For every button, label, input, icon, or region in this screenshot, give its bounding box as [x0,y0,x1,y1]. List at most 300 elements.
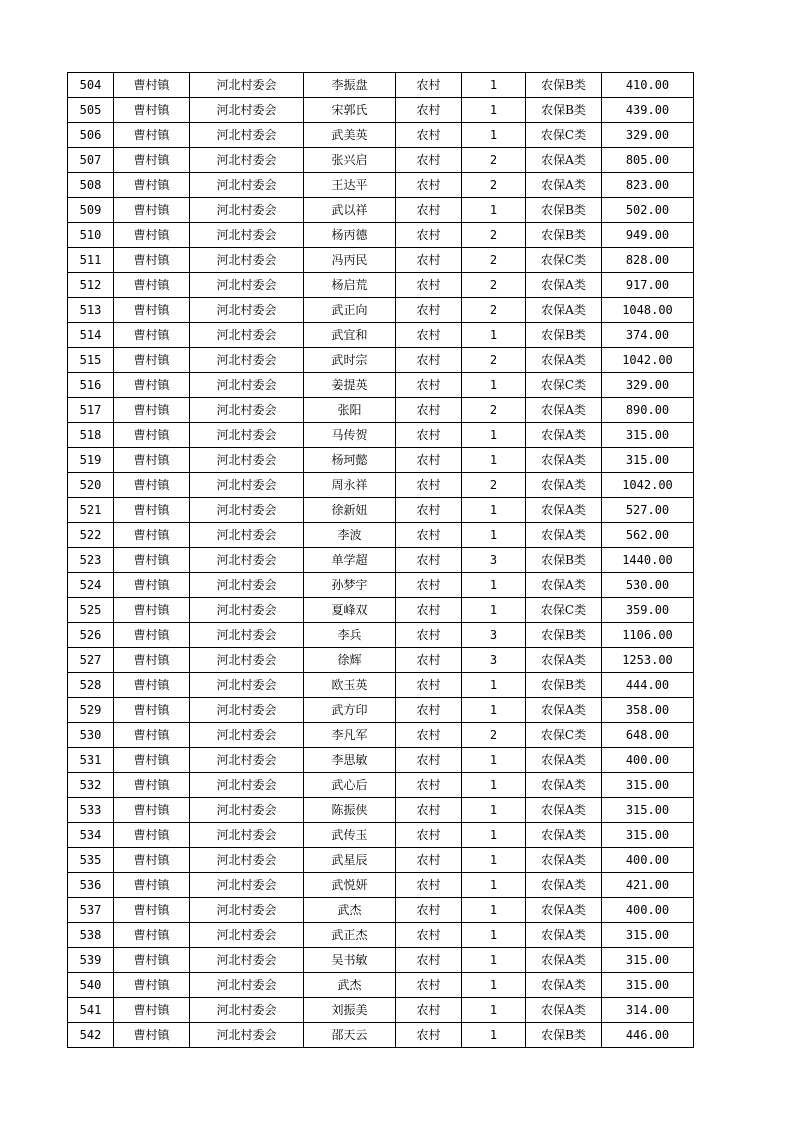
village-committee-cell: 河北村委会 [190,873,304,898]
household-count-cell: 2 [462,298,526,323]
amount-cell: 1253.00 [602,648,694,673]
row-number-cell: 521 [68,498,114,523]
table-row [68,848,694,873]
row-number-cell: 505 [68,98,114,123]
area-type-cell: 农村 [396,448,462,473]
amount-cell: 1048.00 [602,298,694,323]
table-row [68,248,694,273]
area-type-cell: 农村 [396,298,462,323]
town-cell: 曹村镇 [114,198,190,223]
row-number-cell: 529 [68,698,114,723]
town-cell: 曹村镇 [114,698,190,723]
name-cell: 李波 [304,523,396,548]
row-number-cell: 530 [68,723,114,748]
village-committee-cell: 河北村委会 [190,748,304,773]
town-cell: 曹村镇 [114,1023,190,1048]
village-committee-cell: 河北村委会 [190,573,304,598]
insurance-category-cell: 农保A类 [526,423,602,448]
area-type-cell: 农村 [396,498,462,523]
insurance-category-cell: 农保A类 [526,698,602,723]
area-type-cell: 农村 [396,723,462,748]
amount-cell: 329.00 [602,123,694,148]
name-cell: 李兵 [304,623,396,648]
amount-cell: 444.00 [602,673,694,698]
name-cell: 武方印 [304,698,396,723]
area-type-cell: 农村 [396,373,462,398]
village-committee-cell: 河北村委会 [190,623,304,648]
village-committee-cell: 河北村委会 [190,373,304,398]
household-count-cell: 2 [462,148,526,173]
household-count-cell: 1 [462,948,526,973]
town-cell: 曹村镇 [114,598,190,623]
village-committee-cell: 河北村委会 [190,598,304,623]
amount-cell: 315.00 [602,973,694,998]
area-type-cell: 农村 [396,598,462,623]
insurance-category-cell: 农保A类 [526,348,602,373]
village-committee-cell: 河北村委会 [190,73,304,98]
town-cell: 曹村镇 [114,398,190,423]
row-number-cell: 541 [68,998,114,1023]
name-cell: 武美英 [304,123,396,148]
table-row [68,623,694,648]
name-cell: 李思敏 [304,748,396,773]
table-row [68,998,694,1023]
village-committee-cell: 河北村委会 [190,323,304,348]
town-cell: 曹村镇 [114,623,190,648]
table-row [68,898,694,923]
amount-cell: 315.00 [602,773,694,798]
village-committee-cell: 河北村委会 [190,348,304,373]
household-count-cell: 1 [462,873,526,898]
row-number-cell: 519 [68,448,114,473]
area-type-cell: 农村 [396,673,462,698]
insurance-category-cell: 农保A类 [526,473,602,498]
row-number-cell: 526 [68,623,114,648]
area-type-cell: 农村 [396,848,462,873]
village-committee-cell: 河北村委会 [190,523,304,548]
insurance-category-cell: 农保C类 [526,598,602,623]
insurance-category-cell: 农保B类 [526,623,602,648]
row-number-cell: 520 [68,473,114,498]
area-type-cell: 农村 [396,998,462,1023]
table-row [68,523,694,548]
table-row [68,723,694,748]
table-row [68,698,694,723]
name-cell: 武以祥 [304,198,396,223]
area-type-cell: 农村 [396,823,462,848]
village-committee-cell: 河北村委会 [190,673,304,698]
village-committee-cell: 河北村委会 [190,398,304,423]
household-count-cell: 1 [462,848,526,873]
amount-cell: 828.00 [602,248,694,273]
amount-cell: 358.00 [602,698,694,723]
town-cell: 曹村镇 [114,173,190,198]
amount-cell: 315.00 [602,423,694,448]
household-count-cell: 2 [462,398,526,423]
town-cell: 曹村镇 [114,548,190,573]
insurance-category-cell: 农保A类 [526,148,602,173]
area-type-cell: 农村 [396,1023,462,1048]
insurance-category-cell: 农保A类 [526,898,602,923]
amount-cell: 1106.00 [602,623,694,648]
village-committee-cell: 河北村委会 [190,798,304,823]
insurance-category-cell: 农保A类 [526,648,602,673]
household-count-cell: 3 [462,648,526,673]
table-row [68,823,694,848]
table-row [68,973,694,998]
household-count-cell: 1 [462,1023,526,1048]
table-row [68,98,694,123]
insurance-category-cell: 农保A类 [526,823,602,848]
name-cell: 吴书敏 [304,948,396,973]
benefit-table [67,72,694,1048]
area-type-cell: 农村 [396,523,462,548]
household-count-cell: 1 [462,673,526,698]
insurance-category-cell: 农保B类 [526,98,602,123]
amount-cell: 315.00 [602,798,694,823]
table-row [68,548,694,573]
name-cell: 武星辰 [304,848,396,873]
name-cell: 夏峰双 [304,598,396,623]
village-committee-cell: 河北村委会 [190,248,304,273]
amount-cell: 530.00 [602,573,694,598]
row-number-cell: 525 [68,598,114,623]
area-type-cell: 农村 [396,173,462,198]
insurance-category-cell: 农保A类 [526,998,602,1023]
insurance-category-cell: 农保C类 [526,123,602,148]
table-row [68,323,694,348]
table-row [68,423,694,448]
row-number-cell: 540 [68,973,114,998]
town-cell: 曹村镇 [114,123,190,148]
row-number-cell: 515 [68,348,114,373]
amount-cell: 314.00 [602,998,694,1023]
row-number-cell: 509 [68,198,114,223]
amount-cell: 917.00 [602,273,694,298]
insurance-category-cell: 农保A类 [526,573,602,598]
household-count-cell: 2 [462,473,526,498]
area-type-cell: 农村 [396,973,462,998]
row-number-cell: 524 [68,573,114,598]
area-type-cell: 农村 [396,773,462,798]
village-committee-cell: 河北村委会 [190,198,304,223]
insurance-category-cell: 农保A类 [526,498,602,523]
name-cell: 武杰 [304,973,396,998]
name-cell: 武杰 [304,898,396,923]
area-type-cell: 农村 [396,623,462,648]
name-cell: 武心后 [304,773,396,798]
village-committee-cell: 河北村委会 [190,173,304,198]
name-cell: 武正杰 [304,923,396,948]
household-count-cell: 1 [462,898,526,923]
town-cell: 曹村镇 [114,673,190,698]
town-cell: 曹村镇 [114,898,190,923]
insurance-category-cell: 农保A类 [526,798,602,823]
insurance-category-cell: 农保B类 [526,73,602,98]
table-row [68,298,694,323]
insurance-category-cell: 农保A类 [526,523,602,548]
name-cell: 陈振侠 [304,798,396,823]
amount-cell: 400.00 [602,848,694,873]
household-count-cell: 2 [462,248,526,273]
area-type-cell: 农村 [396,923,462,948]
household-count-cell: 3 [462,548,526,573]
town-cell: 曹村镇 [114,798,190,823]
village-committee-cell: 河北村委会 [190,123,304,148]
insurance-category-cell: 农保B类 [526,198,602,223]
amount-cell: 823.00 [602,173,694,198]
village-committee-cell: 河北村委会 [190,923,304,948]
household-count-cell: 2 [462,223,526,248]
table-row [68,498,694,523]
amount-cell: 805.00 [602,148,694,173]
area-type-cell: 农村 [396,548,462,573]
household-count-cell: 1 [462,323,526,348]
household-count-cell: 1 [462,698,526,723]
table-row [68,223,694,248]
insurance-category-cell: 农保A类 [526,398,602,423]
insurance-category-cell: 农保A类 [526,298,602,323]
amount-cell: 439.00 [602,98,694,123]
row-number-cell: 518 [68,423,114,448]
town-cell: 曹村镇 [114,998,190,1023]
insurance-category-cell: 农保C类 [526,248,602,273]
household-count-cell: 1 [462,823,526,848]
area-type-cell: 农村 [396,98,462,123]
name-cell: 杨启荒 [304,273,396,298]
row-number-cell: 522 [68,523,114,548]
household-count-cell: 1 [462,973,526,998]
amount-cell: 1440.00 [602,548,694,573]
town-cell: 曹村镇 [114,273,190,298]
name-cell: 武传玉 [304,823,396,848]
table-row [68,173,694,198]
household-count-cell: 1 [462,998,526,1023]
row-number-cell: 504 [68,73,114,98]
name-cell: 徐新妞 [304,498,396,523]
area-type-cell: 农村 [396,648,462,673]
table-row [68,473,694,498]
town-cell: 曹村镇 [114,848,190,873]
area-type-cell: 农村 [396,348,462,373]
row-number-cell: 535 [68,848,114,873]
table-row [68,948,694,973]
row-number-cell: 506 [68,123,114,148]
table-row [68,448,694,473]
table-row [68,748,694,773]
table-row [68,398,694,423]
area-type-cell: 农村 [396,873,462,898]
row-number-cell: 511 [68,248,114,273]
household-count-cell: 1 [462,498,526,523]
name-cell: 张兴启 [304,148,396,173]
town-cell: 曹村镇 [114,348,190,373]
household-count-cell: 1 [462,198,526,223]
household-count-cell: 1 [462,773,526,798]
town-cell: 曹村镇 [114,148,190,173]
area-type-cell: 农村 [396,248,462,273]
name-cell: 刘振美 [304,998,396,1023]
name-cell: 杨丙德 [304,223,396,248]
village-committee-cell: 河北村委会 [190,973,304,998]
row-number-cell: 538 [68,923,114,948]
amount-cell: 648.00 [602,723,694,748]
town-cell: 曹村镇 [114,73,190,98]
amount-cell: 527.00 [602,498,694,523]
town-cell: 曹村镇 [114,98,190,123]
area-type-cell: 农村 [396,273,462,298]
table-row [68,873,694,898]
town-cell: 曹村镇 [114,723,190,748]
amount-cell: 1042.00 [602,348,694,373]
village-committee-cell: 河北村委会 [190,698,304,723]
name-cell: 张阳 [304,398,396,423]
village-committee-cell: 河北村委会 [190,423,304,448]
row-number-cell: 516 [68,373,114,398]
name-cell: 宋郭氏 [304,98,396,123]
row-number-cell: 537 [68,898,114,923]
table-row [68,273,694,298]
amount-cell: 410.00 [602,73,694,98]
name-cell: 李振盘 [304,73,396,98]
amount-cell: 315.00 [602,948,694,973]
town-cell: 曹村镇 [114,648,190,673]
household-count-cell: 1 [462,573,526,598]
village-committee-cell: 河北村委会 [190,898,304,923]
area-type-cell: 农村 [396,698,462,723]
area-type-cell: 农村 [396,573,462,598]
insurance-category-cell: 农保A类 [526,173,602,198]
area-type-cell: 农村 [396,323,462,348]
household-count-cell: 1 [462,748,526,773]
insurance-category-cell: 农保B类 [526,1023,602,1048]
town-cell: 曹村镇 [114,873,190,898]
insurance-category-cell: 农保A类 [526,748,602,773]
area-type-cell: 农村 [396,748,462,773]
row-number-cell: 510 [68,223,114,248]
village-committee-cell: 河北村委会 [190,273,304,298]
amount-cell: 1042.00 [602,473,694,498]
household-count-cell: 1 [462,98,526,123]
name-cell: 杨珂懿 [304,448,396,473]
insurance-category-cell: 农保A类 [526,848,602,873]
household-count-cell: 2 [462,348,526,373]
household-count-cell: 2 [462,723,526,748]
area-type-cell: 农村 [396,223,462,248]
town-cell: 曹村镇 [114,298,190,323]
town-cell: 曹村镇 [114,223,190,248]
row-number-cell: 513 [68,298,114,323]
table-row [68,1023,694,1048]
town-cell: 曹村镇 [114,923,190,948]
name-cell: 马传贺 [304,423,396,448]
town-cell: 曹村镇 [114,498,190,523]
name-cell: 单学超 [304,548,396,573]
name-cell: 姜提英 [304,373,396,398]
table-row [68,123,694,148]
village-committee-cell: 河北村委会 [190,998,304,1023]
amount-cell: 890.00 [602,398,694,423]
amount-cell: 315.00 [602,823,694,848]
amount-cell: 400.00 [602,898,694,923]
household-count-cell: 1 [462,73,526,98]
name-cell: 武正向 [304,298,396,323]
town-cell: 曹村镇 [114,748,190,773]
household-count-cell: 1 [462,448,526,473]
name-cell: 冯丙民 [304,248,396,273]
amount-cell: 374.00 [602,323,694,348]
area-type-cell: 农村 [396,948,462,973]
village-committee-cell: 河北村委会 [190,773,304,798]
row-number-cell: 536 [68,873,114,898]
row-number-cell: 523 [68,548,114,573]
table-row [68,573,694,598]
area-type-cell: 农村 [396,898,462,923]
table-row [68,923,694,948]
insurance-category-cell: 农保C类 [526,723,602,748]
insurance-category-cell: 农保B类 [526,223,602,248]
insurance-category-cell: 农保A类 [526,773,602,798]
insurance-category-cell: 农保A类 [526,873,602,898]
amount-cell: 400.00 [602,748,694,773]
row-number-cell: 542 [68,1023,114,1048]
row-number-cell: 527 [68,648,114,673]
village-committee-cell: 河北村委会 [190,548,304,573]
area-type-cell: 农村 [396,198,462,223]
amount-cell: 502.00 [602,198,694,223]
village-committee-cell: 河北村委会 [190,498,304,523]
household-count-cell: 1 [462,523,526,548]
table-row [68,373,694,398]
village-committee-cell: 河北村委会 [190,648,304,673]
town-cell: 曹村镇 [114,523,190,548]
village-committee-cell: 河北村委会 [190,948,304,973]
name-cell: 武时宗 [304,348,396,373]
village-committee-cell: 河北村委会 [190,223,304,248]
row-number-cell: 517 [68,398,114,423]
table-row [68,798,694,823]
row-number-cell: 533 [68,798,114,823]
row-number-cell: 507 [68,148,114,173]
table-row [68,148,694,173]
area-type-cell: 农村 [396,398,462,423]
area-type-cell: 农村 [396,798,462,823]
insurance-category-cell: 农保A类 [526,923,602,948]
household-count-cell: 2 [462,273,526,298]
village-committee-cell: 河北村委会 [190,1023,304,1048]
insurance-category-cell: 农保B类 [526,548,602,573]
row-number-cell: 531 [68,748,114,773]
household-count-cell: 1 [462,598,526,623]
amount-cell: 446.00 [602,1023,694,1048]
amount-cell: 949.00 [602,223,694,248]
amount-cell: 562.00 [602,523,694,548]
area-type-cell: 农村 [396,148,462,173]
amount-cell: 315.00 [602,448,694,473]
table-row [68,198,694,223]
insurance-category-cell: 农保A类 [526,973,602,998]
amount-cell: 421.00 [602,873,694,898]
row-number-cell: 528 [68,673,114,698]
town-cell: 曹村镇 [114,248,190,273]
town-cell: 曹村镇 [114,373,190,398]
table-row [68,73,694,98]
table-row [68,673,694,698]
household-count-cell: 1 [462,923,526,948]
name-cell: 孙梦宇 [304,573,396,598]
village-committee-cell: 河北村委会 [190,298,304,323]
town-cell: 曹村镇 [114,823,190,848]
